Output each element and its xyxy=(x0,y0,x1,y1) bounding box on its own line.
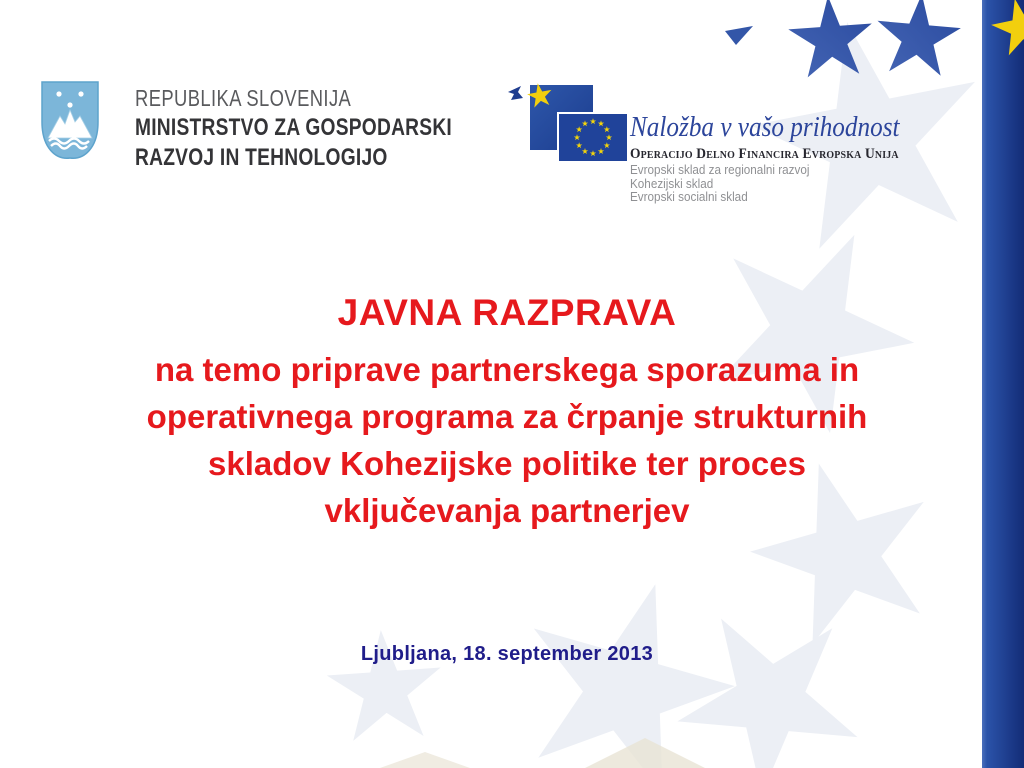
ministry-name-block xyxy=(135,84,452,173)
subtitle-line: skladov Kohezijske politike ter proces xyxy=(208,445,806,482)
eu-flag-icon xyxy=(558,113,628,162)
eu-fund-line: Kohezijski sklad xyxy=(630,175,714,191)
slide-subtitle xyxy=(62,346,952,534)
title-block xyxy=(62,290,952,534)
beige-triangle-decoration xyxy=(380,752,470,768)
corner-star-icon xyxy=(873,0,963,77)
watermark-star-icon xyxy=(496,571,761,768)
ministry-label-line1: MINISTRSTVO ZA GOSPODARSKI xyxy=(135,114,453,141)
beige-triangle-decoration xyxy=(585,738,705,768)
eu-funding-text-block xyxy=(630,110,900,204)
eu-tagline: Naložba v vašo prihodnost xyxy=(630,112,900,143)
subtitle-line: vključevanja partnerjev xyxy=(324,492,690,529)
slide-title: JAVNA RAZPRAVA xyxy=(337,292,677,333)
eu-band xyxy=(982,0,1024,768)
star-fragment-icon xyxy=(725,26,753,45)
eu-fund-line: Evropski sklad za regionalni razvoj xyxy=(630,162,810,177)
date-line: Ljubljana, 18. september 2013 xyxy=(360,643,654,665)
watermark-star-icon xyxy=(310,616,467,768)
slovenia-coat-of-arms-icon xyxy=(40,80,100,160)
ministry-label-line2: RAZVOJ IN TEHNOLOGIJO xyxy=(135,144,388,171)
eu-funding-logo-icon xyxy=(503,78,633,170)
eu-operation-line: Operacijo Delno Financira Evropska Unija xyxy=(630,146,899,162)
subtitle-line: na temo priprave partnerskega sporazuma in xyxy=(154,351,860,388)
republic-label: REPUBLIKA SLOVENIJA xyxy=(135,85,352,111)
small-star-fragment-icon xyxy=(508,86,523,100)
subtitle-line: operativnega programa za črpanje strukturnih xyxy=(146,398,868,435)
eu-fund-line: Evropski socialni sklad xyxy=(630,189,748,204)
